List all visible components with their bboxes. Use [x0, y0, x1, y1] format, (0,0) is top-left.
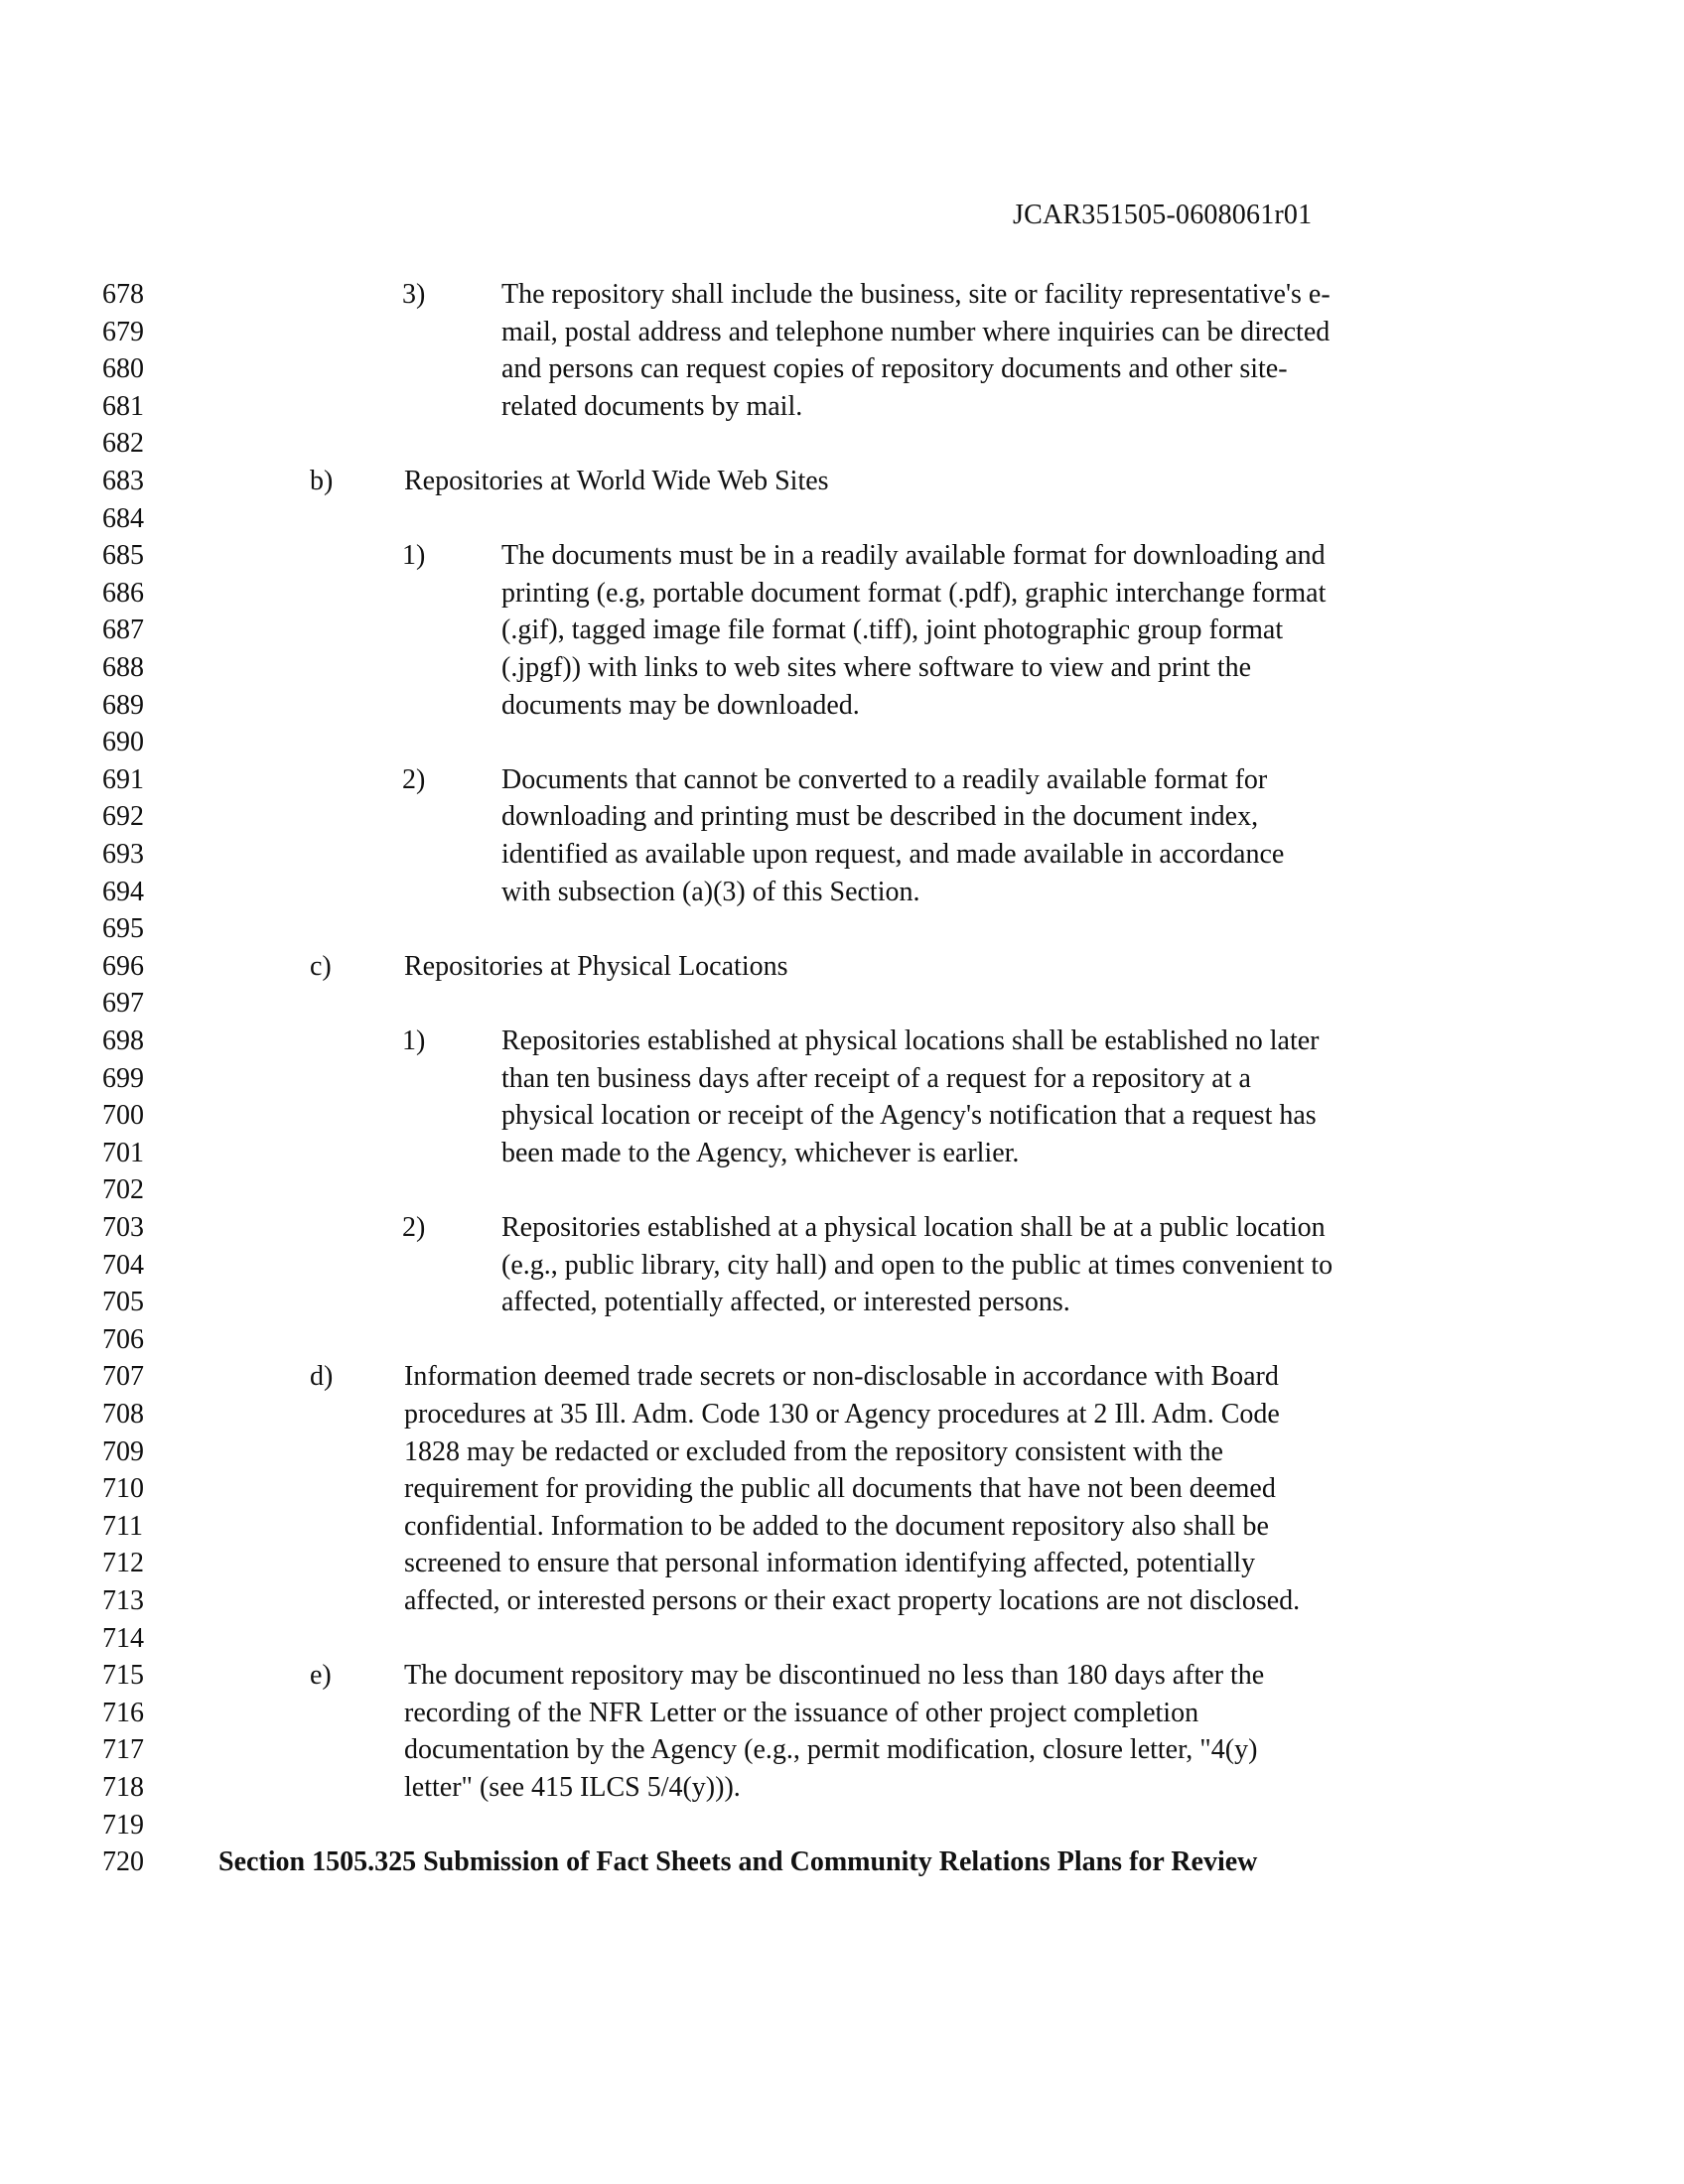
line-number: 704	[102, 1249, 144, 1281]
document-line	[0, 1247, 1684, 1285]
document-line	[0, 948, 1684, 986]
document-line	[0, 537, 1684, 575]
line-text: identified as available upon request, and made available in accordance	[501, 839, 1285, 870]
document-line	[0, 874, 1684, 911]
line-text: affected, or interested persons or their exact property locations are not disclosed.	[404, 1585, 1301, 1616]
line-number: 678	[102, 279, 144, 310]
line-number: 697	[102, 988, 144, 1020]
document-line	[0, 1060, 1684, 1098]
document-line	[0, 1695, 1684, 1732]
document-line	[0, 1097, 1684, 1135]
document-line	[0, 388, 1684, 426]
document-line	[0, 910, 1684, 948]
subsection-marker: 2)	[402, 1212, 426, 1243]
document-line	[0, 1807, 1684, 1844]
line-text: Repositories established at physical locations shall be established no later	[501, 1025, 1320, 1056]
subsection-marker: 1)	[402, 1025, 426, 1056]
document-line	[0, 1171, 1684, 1209]
line-text: Documents that cannot be converted to a readily available format for	[501, 763, 1268, 795]
line-number: 681	[102, 390, 144, 422]
line-text: procedures at 35 Ill. Adm. Code 130 or Agency procedures at 2 Ill. Adm. Code	[404, 1399, 1280, 1430]
document-line	[0, 761, 1684, 799]
document-line	[0, 1396, 1684, 1433]
line-text: (.gif), tagged image file format (.tiff), joint photographic group format	[501, 614, 1284, 646]
line-number: 706	[102, 1323, 144, 1355]
line-number: 709	[102, 1435, 144, 1467]
line-text: screened to ensure that personal information identifying affected, potentially	[404, 1548, 1256, 1579]
line-text: been made to the Agency, whichever is earlier.	[501, 1137, 1020, 1168]
document-line	[0, 798, 1684, 836]
document-line	[0, 1321, 1684, 1359]
line-number: 693	[102, 839, 144, 870]
document-line	[0, 1358, 1684, 1396]
line-number: 695	[102, 913, 144, 945]
document-line	[0, 500, 1684, 538]
line-number: 712	[102, 1548, 144, 1579]
document-line	[0, 1135, 1684, 1172]
line-text: Repositories at World Wide Web Sites	[404, 466, 829, 496]
line-number: 689	[102, 689, 144, 721]
line-text: 1828 may be redacted or excluded from the repository consistent with the	[404, 1435, 1223, 1467]
line-number: 715	[102, 1660, 144, 1692]
line-number: 686	[102, 577, 144, 609]
line-number: 690	[102, 727, 144, 758]
line-number: 711	[102, 1510, 143, 1542]
line-number: 720	[102, 1846, 144, 1878]
line-number: 696	[102, 950, 144, 982]
section-heading: Section 1505.325 Submission of Fact Sheets and Community Relations Plans for Review	[218, 1846, 1258, 1878]
subsection-marker: 1)	[402, 540, 426, 572]
line-text: confidential. Information to be added to the document repository also shall be	[404, 1510, 1269, 1542]
line-number: 679	[102, 316, 144, 347]
line-text: Information deemed trade secrets or non-disclosable in accordance with Board	[404, 1361, 1279, 1393]
line-text: Repositories at Physical Locations	[404, 950, 788, 982]
subsection-marker: 2)	[402, 763, 426, 795]
line-number: 713	[102, 1585, 144, 1616]
document-line	[0, 1470, 1684, 1508]
document-line	[0, 1433, 1684, 1471]
line-number: 694	[102, 876, 144, 907]
line-text: The repository shall include the business, site or facility representative's e-	[501, 279, 1331, 310]
document-line	[0, 276, 1684, 314]
line-number: 682	[102, 428, 144, 460]
subsection-marker: d)	[310, 1361, 334, 1393]
line-number: 698	[102, 1025, 144, 1056]
line-text: mail, postal address and telephone number where inquiries can be directed	[501, 316, 1331, 347]
line-number: 703	[102, 1212, 144, 1243]
document-line	[0, 1582, 1684, 1620]
line-number: 691	[102, 763, 144, 795]
document-line	[0, 649, 1684, 687]
document-line	[0, 463, 1684, 500]
line-number: 701	[102, 1137, 144, 1168]
line-text: (.jpgf)) with links to web sites where software to view and print the	[501, 652, 1252, 683]
line-number: 684	[102, 502, 144, 534]
document-line	[0, 425, 1684, 463]
line-text: physical location or receipt of the Agency's notification that a request has	[501, 1100, 1317, 1132]
line-number: 717	[102, 1734, 144, 1766]
line-text: documents may be downloaded.	[501, 689, 860, 721]
line-number: 716	[102, 1697, 144, 1728]
line-number: 687	[102, 614, 144, 646]
line-text: (e.g., public library, city hall) and open to the public at times convenient to	[501, 1249, 1333, 1281]
document-line	[0, 612, 1684, 649]
document-line	[0, 687, 1684, 725]
line-number: 685	[102, 540, 144, 572]
document-line	[0, 350, 1684, 388]
document-line	[0, 1657, 1684, 1695]
document-line	[0, 724, 1684, 761]
document-line	[0, 1284, 1684, 1321]
document-line	[0, 575, 1684, 613]
document-line	[0, 1731, 1684, 1769]
line-number: 719	[102, 1809, 144, 1841]
line-number: 708	[102, 1399, 144, 1430]
line-number: 705	[102, 1287, 144, 1318]
line-text: recording of the NFR Letter or the issuance of other project completion	[404, 1697, 1199, 1728]
line-text: than ten business days after receipt of a request for a repository at a	[501, 1062, 1251, 1094]
line-number: 692	[102, 801, 144, 833]
document-line	[0, 1545, 1684, 1582]
document-line	[0, 1843, 1684, 1881]
line-number: 700	[102, 1100, 144, 1132]
document-line	[0, 836, 1684, 874]
document-line	[0, 1508, 1684, 1546]
line-number: 714	[102, 1622, 144, 1654]
line-text: The documents must be in a readily available format for downloading and	[501, 540, 1326, 572]
line-number: 680	[102, 353, 144, 385]
line-text: requirement for providing the public all documents that have not been deemed	[404, 1473, 1276, 1505]
document-id: JCAR351505-0608061r01	[1013, 200, 1313, 230]
line-text: letter" (see 415 ILCS 5/4(y))).	[404, 1772, 741, 1803]
line-text: The document repository may be discontinued no less than 180 days after the	[404, 1660, 1265, 1692]
document-line	[0, 314, 1684, 351]
line-number: 688	[102, 652, 144, 683]
line-text: documentation by the Agency (e.g., permit modification, closure letter, "4(y)	[404, 1734, 1258, 1766]
line-number: 683	[102, 466, 144, 496]
line-text: Repositories established at a physical location shall be at a public location	[501, 1212, 1326, 1243]
line-number: 710	[102, 1473, 144, 1505]
document-line	[0, 985, 1684, 1023]
line-text: printing (e.g, portable document format (.pdf), graphic interchange format	[501, 577, 1327, 609]
subsection-marker: c)	[310, 950, 332, 982]
line-number: 707	[102, 1361, 144, 1393]
line-text: downloading and printing must be described in the document index,	[501, 801, 1259, 833]
line-text: related documents by mail.	[501, 390, 803, 422]
line-number: 702	[102, 1174, 144, 1206]
subsection-marker: e)	[310, 1660, 332, 1692]
subsection-marker: b)	[310, 466, 334, 496]
document-line	[0, 1620, 1684, 1658]
subsection-marker: 3)	[402, 279, 426, 310]
document-line	[0, 1023, 1684, 1060]
document-line	[0, 1209, 1684, 1247]
line-number: 718	[102, 1772, 144, 1803]
line-text: and persons can request copies of repository documents and other site-	[501, 353, 1288, 385]
line-text: with subsection (a)(3) of this Section.	[501, 876, 920, 907]
document-line	[0, 1769, 1684, 1807]
line-number: 699	[102, 1062, 144, 1094]
line-text: affected, potentially affected, or interested persons.	[501, 1287, 1070, 1318]
